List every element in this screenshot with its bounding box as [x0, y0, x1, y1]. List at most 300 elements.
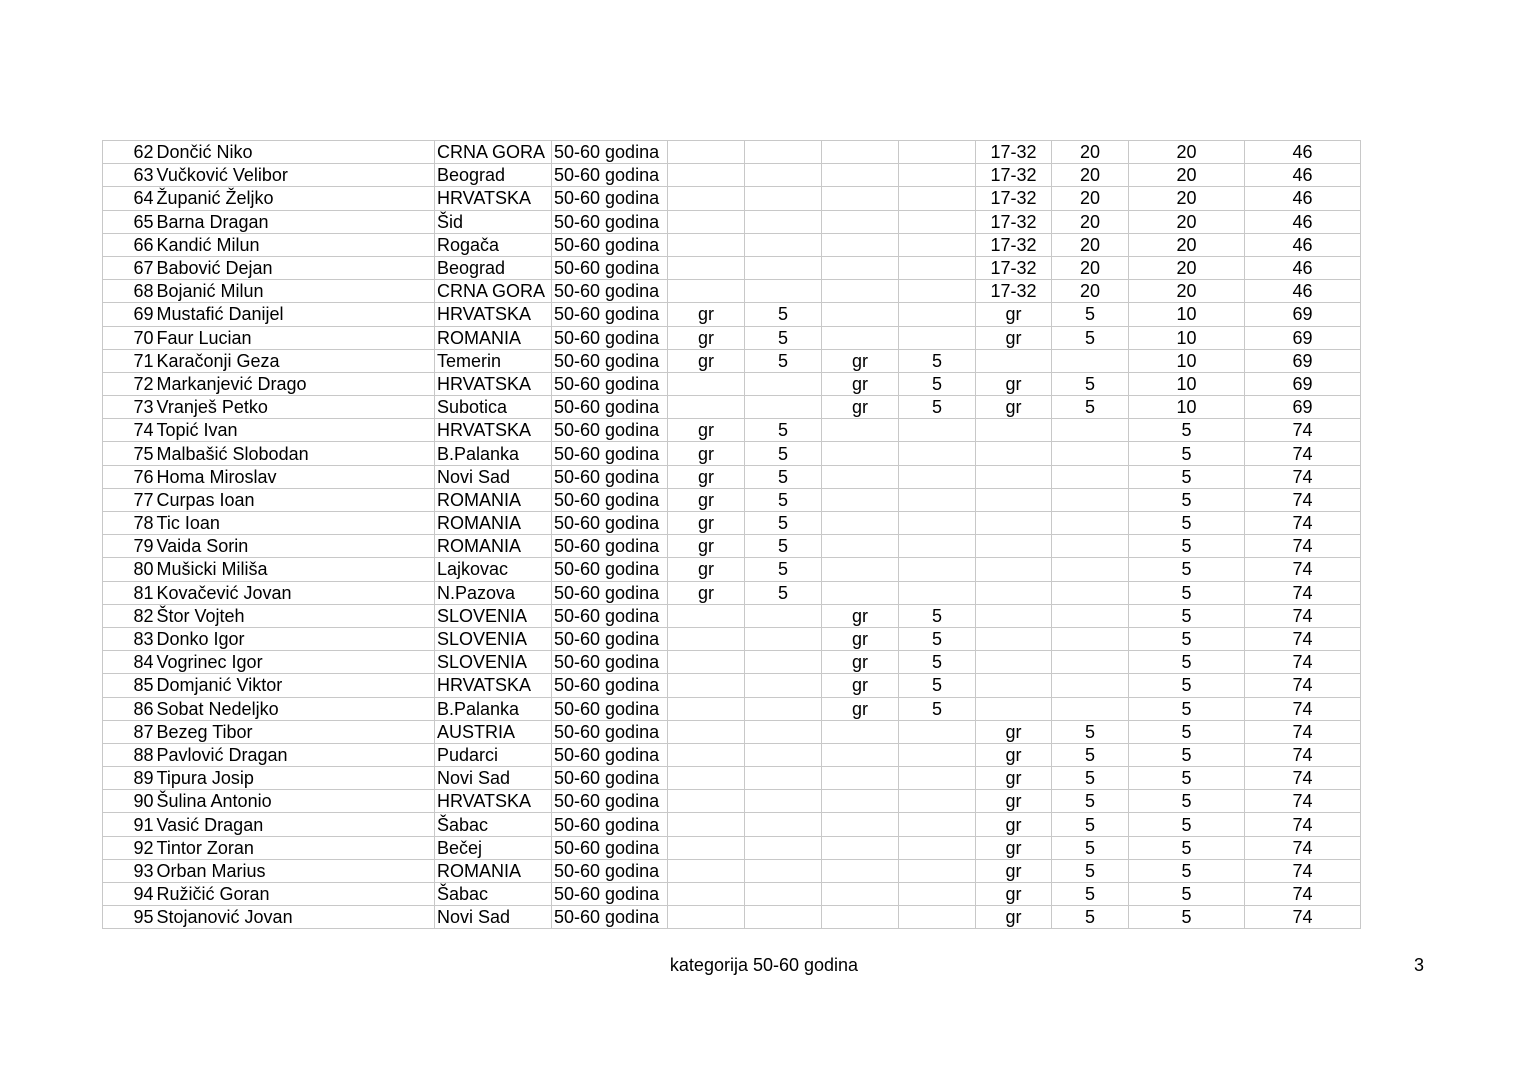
round2-points-cell — [899, 743, 976, 766]
placement-cell: 74 — [1245, 419, 1361, 442]
table-row — [103, 396, 1361, 419]
round2-points-cell — [899, 256, 976, 279]
round2-points-cell: 5 — [899, 651, 976, 674]
competitor-name-cell: Babović Dejan — [155, 256, 435, 279]
rank-number-cell: 89 — [103, 767, 155, 790]
round2-points-cell — [899, 720, 976, 743]
placement-cell: 74 — [1245, 581, 1361, 604]
round3-points-cell — [1052, 419, 1129, 442]
rank-number-cell: 86 — [103, 697, 155, 720]
round1-mark-cell — [668, 859, 745, 882]
table-row — [103, 141, 1361, 164]
round3-mark-cell — [976, 512, 1052, 535]
round1-mark-cell — [668, 164, 745, 187]
round1-points-cell: 5 — [745, 581, 822, 604]
round3-mark-cell — [976, 697, 1052, 720]
rank-number-cell: 75 — [103, 442, 155, 465]
table-row — [103, 859, 1361, 882]
round1-points-cell — [745, 396, 822, 419]
category-cell: 50-60 godina — [552, 651, 668, 674]
round1-points-cell: 5 — [745, 488, 822, 511]
competitor-name-cell: Domjanić Viktor — [155, 674, 435, 697]
round1-points-cell: 5 — [745, 419, 822, 442]
total-points-cell: 5 — [1129, 836, 1245, 859]
table-row — [103, 256, 1361, 279]
round3-points-cell — [1052, 349, 1129, 372]
round1-mark-cell — [668, 141, 745, 164]
round1-points-cell — [745, 813, 822, 836]
round1-mark-cell — [668, 697, 745, 720]
table-row — [103, 720, 1361, 743]
place-cell: Rogača — [435, 233, 552, 256]
placement-cell: 74 — [1245, 627, 1361, 650]
round2-mark-cell — [822, 419, 899, 442]
rank-number-cell: 91 — [103, 813, 155, 836]
round3-mark-cell: gr — [976, 767, 1052, 790]
round2-mark-cell — [822, 210, 899, 233]
round1-points-cell — [745, 720, 822, 743]
placement-cell: 74 — [1245, 674, 1361, 697]
round3-points-cell — [1052, 627, 1129, 650]
place-cell: HRVATSKA — [435, 674, 552, 697]
total-points-cell: 5 — [1129, 674, 1245, 697]
round2-mark-cell: gr — [822, 627, 899, 650]
round2-points-cell — [899, 280, 976, 303]
rank-number-cell: 85 — [103, 674, 155, 697]
category-cell: 50-60 godina — [552, 465, 668, 488]
placement-cell: 74 — [1245, 488, 1361, 511]
round2-points-cell — [899, 883, 976, 906]
category-cell: 50-60 godina — [552, 720, 668, 743]
rank-number-cell: 72 — [103, 372, 155, 395]
round1-mark-cell — [668, 651, 745, 674]
round2-mark-cell: gr — [822, 674, 899, 697]
total-points-cell: 10 — [1129, 326, 1245, 349]
round2-points-cell — [899, 419, 976, 442]
total-points-cell: 20 — [1129, 256, 1245, 279]
round3-mark-cell — [976, 535, 1052, 558]
rank-number-cell: 93 — [103, 859, 155, 882]
round2-mark-cell — [822, 442, 899, 465]
rank-number-cell: 69 — [103, 303, 155, 326]
round2-mark-cell: gr — [822, 604, 899, 627]
competitor-name-cell: Tipura Josip — [155, 767, 435, 790]
round1-mark-cell: gr — [668, 512, 745, 535]
round3-mark-cell — [976, 674, 1052, 697]
round2-mark-cell — [822, 767, 899, 790]
round3-points-cell: 5 — [1052, 743, 1129, 766]
rank-number-cell: 65 — [103, 210, 155, 233]
placement-cell: 74 — [1245, 906, 1361, 929]
round1-mark-cell — [668, 836, 745, 859]
rank-number-cell: 78 — [103, 512, 155, 535]
category-cell: 50-60 godina — [552, 442, 668, 465]
table-row — [103, 767, 1361, 790]
round3-mark-cell: gr — [976, 859, 1052, 882]
table-row — [103, 233, 1361, 256]
category-cell: 50-60 godina — [552, 743, 668, 766]
total-points-cell: 5 — [1129, 651, 1245, 674]
round3-points-cell: 5 — [1052, 720, 1129, 743]
competitor-name-cell: Vasić Dragan — [155, 813, 435, 836]
category-cell: 50-60 godina — [552, 187, 668, 210]
category-cell: 50-60 godina — [552, 581, 668, 604]
place-cell: HRVATSKA — [435, 303, 552, 326]
round3-points-cell: 5 — [1052, 767, 1129, 790]
total-points-cell: 5 — [1129, 558, 1245, 581]
round3-mark-cell: gr — [976, 372, 1052, 395]
total-points-cell: 5 — [1129, 581, 1245, 604]
competitor-name-cell: Vaida Sorin — [155, 535, 435, 558]
total-points-cell: 10 — [1129, 372, 1245, 395]
round1-mark-cell: gr — [668, 465, 745, 488]
results-table — [102, 140, 1361, 929]
round2-mark-cell — [822, 303, 899, 326]
table-row — [103, 488, 1361, 511]
round1-points-cell — [745, 883, 822, 906]
category-cell: 50-60 godina — [552, 674, 668, 697]
round1-mark-cell — [668, 256, 745, 279]
placement-cell: 46 — [1245, 233, 1361, 256]
table-row — [103, 906, 1361, 929]
category-cell: 50-60 godina — [552, 627, 668, 650]
round1-points-cell — [745, 141, 822, 164]
round1-mark-cell — [668, 233, 745, 256]
round3-points-cell — [1052, 442, 1129, 465]
total-points-cell: 5 — [1129, 419, 1245, 442]
table-row — [103, 512, 1361, 535]
round2-mark-cell — [822, 558, 899, 581]
category-cell: 50-60 godina — [552, 883, 668, 906]
place-cell: Novi Sad — [435, 465, 552, 488]
placement-cell: 74 — [1245, 767, 1361, 790]
round1-mark-cell — [668, 743, 745, 766]
place-cell: ROMANIA — [435, 859, 552, 882]
total-points-cell: 5 — [1129, 813, 1245, 836]
place-cell: ROMANIA — [435, 535, 552, 558]
total-points-cell: 5 — [1129, 743, 1245, 766]
round3-points-cell — [1052, 488, 1129, 511]
placement-cell: 74 — [1245, 743, 1361, 766]
round1-mark-cell — [668, 767, 745, 790]
round2-mark-cell — [822, 326, 899, 349]
round1-mark-cell: gr — [668, 581, 745, 604]
round3-points-cell — [1052, 535, 1129, 558]
placement-cell: 74 — [1245, 790, 1361, 813]
round2-points-cell — [899, 558, 976, 581]
competitor-name-cell: Kandić Milun — [155, 233, 435, 256]
place-cell: ROMANIA — [435, 488, 552, 511]
round3-points-cell — [1052, 558, 1129, 581]
competitor-name-cell: Karačonji Geza — [155, 349, 435, 372]
competitor-name-cell: Bezeg Tibor — [155, 720, 435, 743]
round3-points-cell: 20 — [1052, 210, 1129, 233]
placement-cell: 74 — [1245, 558, 1361, 581]
round1-points-cell: 5 — [745, 558, 822, 581]
round1-points-cell — [745, 674, 822, 697]
round2-points-cell — [899, 488, 976, 511]
competitor-name-cell: Markanjević Drago — [155, 372, 435, 395]
placement-cell: 69 — [1245, 372, 1361, 395]
place-cell: HRVATSKA — [435, 372, 552, 395]
total-points-cell: 20 — [1129, 280, 1245, 303]
rank-number-cell: 67 — [103, 256, 155, 279]
category-cell: 50-60 godina — [552, 396, 668, 419]
round1-points-cell — [745, 627, 822, 650]
round3-points-cell: 5 — [1052, 859, 1129, 882]
category-cell: 50-60 godina — [552, 419, 668, 442]
placement-cell: 46 — [1245, 164, 1361, 187]
placement-cell: 74 — [1245, 535, 1361, 558]
round1-points-cell — [745, 233, 822, 256]
rank-number-cell: 71 — [103, 349, 155, 372]
table-row — [103, 558, 1361, 581]
placement-cell: 74 — [1245, 651, 1361, 674]
round3-mark-cell — [976, 604, 1052, 627]
round1-mark-cell: gr — [668, 419, 745, 442]
round2-points-cell: 5 — [899, 697, 976, 720]
round3-mark-cell: 17-32 — [976, 164, 1052, 187]
round3-mark-cell: gr — [976, 720, 1052, 743]
round1-points-cell — [745, 164, 822, 187]
competitor-name-cell: Vučković Velibor — [155, 164, 435, 187]
round3-mark-cell: 17-32 — [976, 256, 1052, 279]
round1-mark-cell: gr — [668, 558, 745, 581]
round3-mark-cell: gr — [976, 883, 1052, 906]
table-row — [103, 743, 1361, 766]
table-row — [103, 326, 1361, 349]
round3-mark-cell — [976, 349, 1052, 372]
round3-mark-cell: 17-32 — [976, 280, 1052, 303]
round2-mark-cell — [822, 488, 899, 511]
round3-mark-cell: 17-32 — [976, 210, 1052, 233]
place-cell: Novi Sad — [435, 767, 552, 790]
round3-points-cell: 20 — [1052, 280, 1129, 303]
round3-points-cell: 5 — [1052, 372, 1129, 395]
round1-points-cell: 5 — [745, 326, 822, 349]
placement-cell: 74 — [1245, 813, 1361, 836]
table-row — [103, 697, 1361, 720]
round1-points-cell — [745, 256, 822, 279]
round1-mark-cell: gr — [668, 535, 745, 558]
round2-mark-cell — [822, 836, 899, 859]
place-cell: HRVATSKA — [435, 790, 552, 813]
round2-mark-cell — [822, 280, 899, 303]
competitor-name-cell: Županić Željko — [155, 187, 435, 210]
place-cell: CRNA GORA — [435, 141, 552, 164]
placement-cell: 46 — [1245, 210, 1361, 233]
round1-points-cell — [745, 697, 822, 720]
round3-mark-cell — [976, 442, 1052, 465]
category-cell: 50-60 godina — [552, 697, 668, 720]
round2-points-cell: 5 — [899, 372, 976, 395]
round2-points-cell: 5 — [899, 349, 976, 372]
total-points-cell: 5 — [1129, 604, 1245, 627]
placement-cell: 69 — [1245, 349, 1361, 372]
place-cell: ROMANIA — [435, 326, 552, 349]
round2-mark-cell — [822, 141, 899, 164]
round1-mark-cell: gr — [668, 488, 745, 511]
competitor-name-cell: Curpas Ioan — [155, 488, 435, 511]
place-cell: Subotica — [435, 396, 552, 419]
round3-points-cell: 20 — [1052, 233, 1129, 256]
table-row — [103, 419, 1361, 442]
place-cell: Beograd — [435, 256, 552, 279]
rank-number-cell: 68 — [103, 280, 155, 303]
round3-mark-cell: gr — [976, 326, 1052, 349]
place-cell: Beograd — [435, 164, 552, 187]
round3-points-cell: 5 — [1052, 326, 1129, 349]
round1-points-cell — [745, 372, 822, 395]
round3-points-cell — [1052, 651, 1129, 674]
table-row — [103, 187, 1361, 210]
round2-points-cell: 5 — [899, 604, 976, 627]
rank-number-cell: 81 — [103, 581, 155, 604]
category-cell: 50-60 godina — [552, 604, 668, 627]
competitor-name-cell: Pavlović Dragan — [155, 743, 435, 766]
total-points-cell: 5 — [1129, 627, 1245, 650]
round1-points-cell — [745, 906, 822, 929]
placement-cell: 46 — [1245, 280, 1361, 303]
round2-mark-cell — [822, 535, 899, 558]
round2-points-cell — [899, 535, 976, 558]
table-row — [103, 604, 1361, 627]
place-cell: SLOVENIA — [435, 651, 552, 674]
competitor-name-cell: Dončić Niko — [155, 141, 435, 164]
table-row — [103, 883, 1361, 906]
round2-mark-cell — [822, 187, 899, 210]
round2-points-cell — [899, 187, 976, 210]
category-cell: 50-60 godina — [552, 512, 668, 535]
round2-mark-cell: gr — [822, 396, 899, 419]
round3-mark-cell: 17-32 — [976, 187, 1052, 210]
round1-mark-cell — [668, 396, 745, 419]
competitor-name-cell: Vogrinec Igor — [155, 651, 435, 674]
place-cell: B.Palanka — [435, 442, 552, 465]
rank-number-cell: 95 — [103, 906, 155, 929]
place-cell: N.Pazova — [435, 581, 552, 604]
table-row — [103, 280, 1361, 303]
total-points-cell: 20 — [1129, 187, 1245, 210]
rank-number-cell: 90 — [103, 790, 155, 813]
category-cell: 50-60 godina — [552, 303, 668, 326]
placement-cell: 74 — [1245, 512, 1361, 535]
round1-points-cell: 5 — [745, 442, 822, 465]
competitor-name-cell: Šulina Antonio — [155, 790, 435, 813]
competitor-name-cell: Malbašić Slobodan — [155, 442, 435, 465]
rank-number-cell: 79 — [103, 535, 155, 558]
round3-points-cell: 20 — [1052, 164, 1129, 187]
category-cell: 50-60 godina — [552, 141, 668, 164]
round2-points-cell — [899, 767, 976, 790]
table-row — [103, 627, 1361, 650]
placement-cell: 74 — [1245, 465, 1361, 488]
table-row — [103, 164, 1361, 187]
total-points-cell: 10 — [1129, 303, 1245, 326]
round1-points-cell: 5 — [745, 349, 822, 372]
total-points-cell: 5 — [1129, 512, 1245, 535]
competitor-name-cell: Sobat Nedeljko — [155, 697, 435, 720]
round3-points-cell: 5 — [1052, 906, 1129, 929]
round2-points-cell: 5 — [899, 396, 976, 419]
place-cell: Šabac — [435, 883, 552, 906]
round2-mark-cell — [822, 465, 899, 488]
place-cell: CRNA GORA — [435, 280, 552, 303]
table-row — [103, 303, 1361, 326]
place-cell: HRVATSKA — [435, 187, 552, 210]
round2-points-cell — [899, 233, 976, 256]
table-row — [103, 442, 1361, 465]
table-row — [103, 372, 1361, 395]
rank-number-cell: 70 — [103, 326, 155, 349]
competitor-name-cell: Kovačević Jovan — [155, 581, 435, 604]
rank-number-cell: 83 — [103, 627, 155, 650]
place-cell: Lajkovac — [435, 558, 552, 581]
round2-points-cell — [899, 790, 976, 813]
placement-cell: 69 — [1245, 326, 1361, 349]
round2-mark-cell — [822, 233, 899, 256]
placement-cell: 74 — [1245, 720, 1361, 743]
competitor-name-cell: Bojanić Milun — [155, 280, 435, 303]
round2-mark-cell: gr — [822, 372, 899, 395]
round3-points-cell — [1052, 697, 1129, 720]
category-cell: 50-60 godina — [552, 233, 668, 256]
category-cell: 50-60 godina — [552, 535, 668, 558]
category-cell: 50-60 godina — [552, 790, 668, 813]
round1-mark-cell: gr — [668, 326, 745, 349]
round1-points-cell — [745, 280, 822, 303]
round3-points-cell — [1052, 674, 1129, 697]
total-points-cell: 10 — [1129, 349, 1245, 372]
category-cell: 50-60 godina — [552, 906, 668, 929]
round3-points-cell: 5 — [1052, 396, 1129, 419]
total-points-cell: 20 — [1129, 164, 1245, 187]
round3-mark-cell: gr — [976, 813, 1052, 836]
competitor-name-cell: Faur Lucian — [155, 326, 435, 349]
round2-points-cell — [899, 303, 976, 326]
rank-number-cell: 77 — [103, 488, 155, 511]
round1-mark-cell — [668, 372, 745, 395]
table-row — [103, 210, 1361, 233]
category-cell: 50-60 godina — [552, 836, 668, 859]
competitor-name-cell: Vranješ Petko — [155, 396, 435, 419]
round2-points-cell — [899, 813, 976, 836]
round1-mark-cell — [668, 280, 745, 303]
total-points-cell: 5 — [1129, 883, 1245, 906]
round2-points-cell — [899, 141, 976, 164]
placement-cell: 46 — [1245, 256, 1361, 279]
round1-mark-cell — [668, 790, 745, 813]
place-cell: Bečej — [435, 836, 552, 859]
round1-mark-cell: gr — [668, 442, 745, 465]
round1-points-cell: 5 — [745, 512, 822, 535]
round3-points-cell: 20 — [1052, 256, 1129, 279]
rank-number-cell: 94 — [103, 883, 155, 906]
round1-points-cell — [745, 859, 822, 882]
placement-cell: 74 — [1245, 859, 1361, 882]
round2-points-cell — [899, 906, 976, 929]
round2-mark-cell: gr — [822, 349, 899, 372]
placement-cell: 74 — [1245, 697, 1361, 720]
total-points-cell: 5 — [1129, 697, 1245, 720]
competitor-name-cell: Štor Vojteh — [155, 604, 435, 627]
table-row — [103, 836, 1361, 859]
round2-points-cell — [899, 465, 976, 488]
total-points-cell: 20 — [1129, 233, 1245, 256]
round3-points-cell: 20 — [1052, 187, 1129, 210]
category-cell: 50-60 godina — [552, 859, 668, 882]
round3-points-cell: 5 — [1052, 836, 1129, 859]
